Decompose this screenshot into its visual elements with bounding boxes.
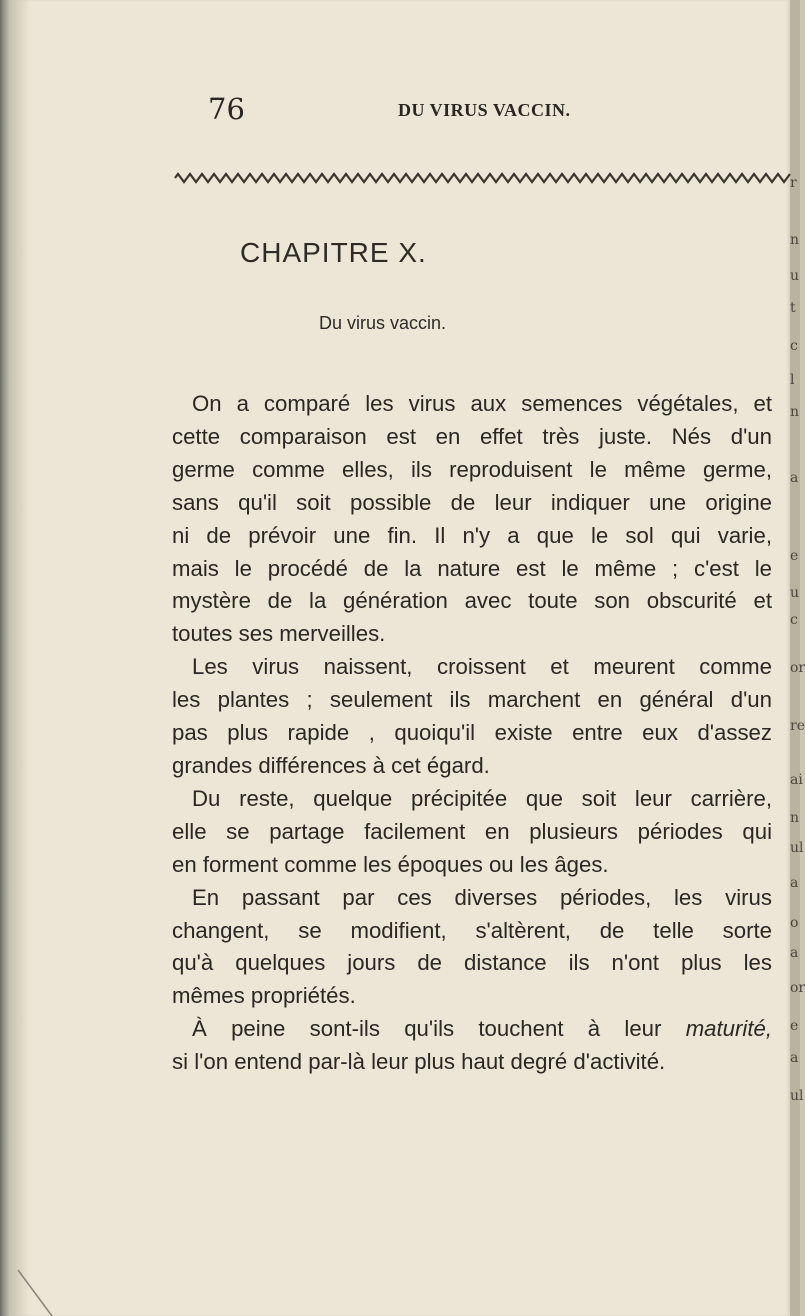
margin-fragment: l xyxy=(790,372,795,388)
text-line: sans qu'il soit possible de leur indiquer une origine xyxy=(172,489,772,515)
text-line: ni de prévoir une fin. Il n'y a que le sol qui varie, xyxy=(172,522,772,548)
text-line: mystère de la génération avec toute son obscurité et xyxy=(172,588,772,614)
decorative-rule xyxy=(175,172,787,184)
margin-fragment: u xyxy=(790,268,800,284)
margin-fragment: or xyxy=(790,980,805,996)
margin-fragment: u xyxy=(790,585,800,601)
margin-fragment: n xyxy=(790,232,800,248)
page-corner-mark xyxy=(0,1270,60,1316)
margin-fragment: or xyxy=(790,660,805,676)
text-line: changent, se modifient, s'altèrent, de telle sorte xyxy=(172,917,772,943)
margin-fragment: n xyxy=(790,810,800,826)
margin-fragment: ul xyxy=(790,1088,804,1104)
margin-fragment: e xyxy=(790,1018,799,1034)
chapter-subtitle: Du virus vaccin. xyxy=(319,313,447,333)
chapter-body xyxy=(172,388,772,1079)
text-line: On a comparé les virus aux semences végétales, et xyxy=(192,391,772,416)
margin-fragment: c xyxy=(790,612,798,628)
margin-fragment: a xyxy=(790,1050,799,1066)
text-line: toutes ses merveilles. xyxy=(172,621,386,647)
text-line: cette comparaison est en effet très juste. Nés d'un xyxy=(172,423,772,449)
margin-fragment: n xyxy=(790,404,800,420)
text-line: Du reste, quelque précipitée que soit leur carrière, xyxy=(192,785,772,811)
text-line: grandes différences à cet égard. xyxy=(172,752,490,778)
margin-fragment: a xyxy=(790,945,799,961)
margin-fragment: ul xyxy=(790,840,804,856)
text-segment: À peine sont-ils qu'ils touchent à leur xyxy=(192,1016,686,1042)
text-line: elle se partage facilement en plusieurs périodes qui xyxy=(172,818,772,844)
margin-fragment: ai xyxy=(790,772,803,788)
margin-fragment: re xyxy=(790,718,805,734)
adjacent-page-edge xyxy=(790,0,805,1316)
text-line: qu'à quelques jours de distance ils n'ont plus les xyxy=(172,950,772,976)
margin-fragment: e xyxy=(790,548,799,564)
margin-fragment: o xyxy=(790,915,799,931)
italic-word: maturité, xyxy=(685,1016,772,1042)
margin-fragment: a xyxy=(790,875,799,891)
chapter-title: CHAPITRE X. xyxy=(240,237,427,268)
text-line: les plantes ; seulement ils marchent en général d'un xyxy=(172,687,772,713)
page-gutter-shadow xyxy=(0,0,30,1316)
text-line: mêmes propriétés. xyxy=(172,983,356,1009)
text-line: si l'on entend par-là leur plus haut degré d'activité. xyxy=(172,1049,666,1075)
text-line: mais le procédé de la nature est le même ; c'est le xyxy=(172,555,772,581)
text-line: en forment comme les époques ou les âges. xyxy=(172,851,609,877)
running-head: DU VIRUS VACCIN. xyxy=(398,100,571,120)
margin-fragment: c xyxy=(790,338,798,354)
margin-fragment: t xyxy=(790,300,796,316)
text-line: Les virus naissent, croissent et meurent comme xyxy=(192,654,772,680)
text-line xyxy=(172,1013,772,1046)
text-line: pas plus rapide , quoiqu'il existe entre eux d'assez xyxy=(172,720,772,746)
text-line: En passant par ces diverses périodes, les virus xyxy=(192,884,772,910)
page-number: 76 xyxy=(208,92,245,126)
margin-fragment: r xyxy=(790,175,797,191)
margin-fragment: a xyxy=(790,470,799,486)
text-line: germe comme elles, ils reproduisent le même germe, xyxy=(172,456,772,482)
